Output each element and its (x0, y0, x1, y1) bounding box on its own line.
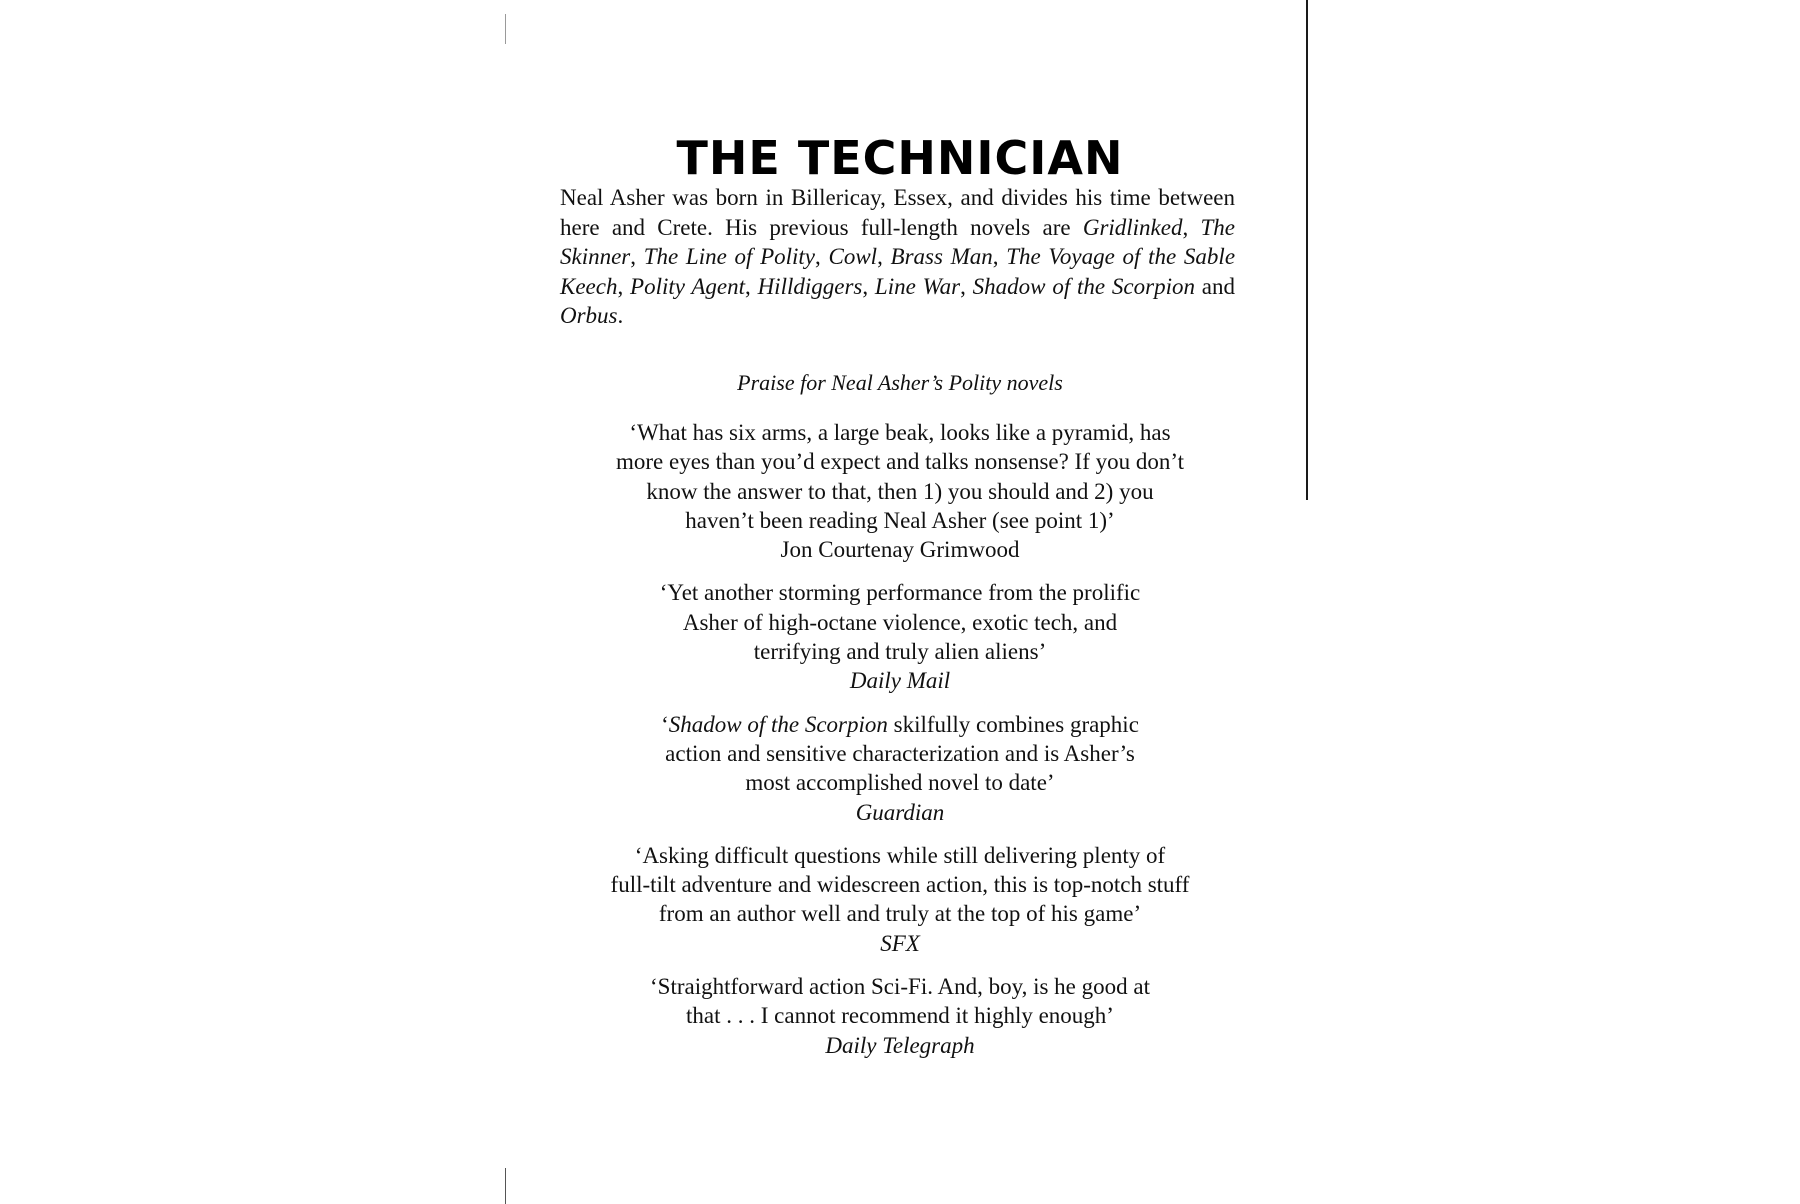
quote-text (540, 710, 1260, 798)
praise-heading: Praise for Neal Asher’s Polity novels (737, 370, 1063, 395)
quote-text: ‘Asking difficult questions while still delivering plenty of full-tilt adventure and widescreen action, this is top-notch stuff from an author well and truly at the top of his game’ (610, 842, 1190, 927)
quote-text: ‘What has six arms, a large beak, looks like a pyramid, has more eyes than you’d expect and talks nonsense? If you don’t know the answer to that, then 1) you should and 2) you haven’t been reading Neal Asher (see point 1)’ (615, 420, 1185, 533)
list-separator: , (992, 244, 1007, 269)
quote-source: Daily Telegraph (825, 1032, 975, 1058)
list-separator: . (617, 303, 624, 328)
quoted-book-title: Shadow of the Scorpion (668, 711, 888, 737)
novel-title: Hilldiggers (757, 273, 863, 299)
list-separator: , (815, 244, 829, 269)
list-separator: , (862, 273, 875, 299)
quote-text: ‘Straightforward action Sci-Fi. And, boy, is he good at that . . . I cannot recommend it highly enough’ (650, 974, 1150, 1029)
quote-list (540, 418, 1260, 1074)
list-separator: , (960, 273, 973, 299)
novel-title: Brass Man (890, 244, 993, 269)
quote-source: SFX (880, 930, 920, 956)
novel-title: The Voyage of the Sable Keech (560, 244, 1236, 299)
list-separator: , (1182, 214, 1201, 240)
quote (540, 578, 1260, 695)
list-separator: , (745, 273, 758, 299)
novel-title: Shadow of the Scorpion (972, 273, 1195, 299)
list-separator: , (877, 244, 891, 269)
novel-title: Cowl (828, 244, 878, 269)
novel-title: The Line of Polity (643, 244, 816, 269)
scan-margin-mark (505, 1168, 506, 1204)
page-edge-line (1306, 0, 1308, 500)
novel-title: The Skinner (560, 214, 1235, 269)
list-separator: , (617, 273, 631, 299)
quote-source: Daily Mail (849, 668, 951, 694)
novel-title: Gridlinked (1082, 214, 1183, 240)
novel-title: Line War (874, 273, 961, 299)
list-separator: , (630, 244, 644, 269)
author-bio (560, 183, 1235, 331)
scan-margin-mark (505, 14, 506, 44)
quote (540, 418, 1260, 564)
list-separator: and (1194, 273, 1236, 299)
quote-source: Guardian (855, 799, 945, 825)
quote (540, 710, 1260, 827)
page-title: THE TECHNICIAN (676, 130, 1124, 185)
quote (540, 841, 1260, 958)
quote-open-mark: ‘ (661, 711, 669, 737)
novel-title: Orbus (560, 303, 618, 328)
quote-text: ‘Yet another storming performance from the prolific Asher of high-octane violence, exotic tech, and terrifying and truly alien aliens’ (659, 580, 1141, 665)
quote (540, 972, 1260, 1060)
novel-title: Polity Agent (630, 273, 745, 299)
bio-intro: Neal Asher was born in Billericay, Essex, and divides his time between here and Crete. His previous full-length novels are (560, 185, 1235, 240)
quote-source: Jon Courtenay Grimwood (780, 537, 1020, 563)
quote-body: skilfully combines graphic action and sensitive characterization and is Asher’s most accomplished novel to date’ (665, 711, 1139, 796)
